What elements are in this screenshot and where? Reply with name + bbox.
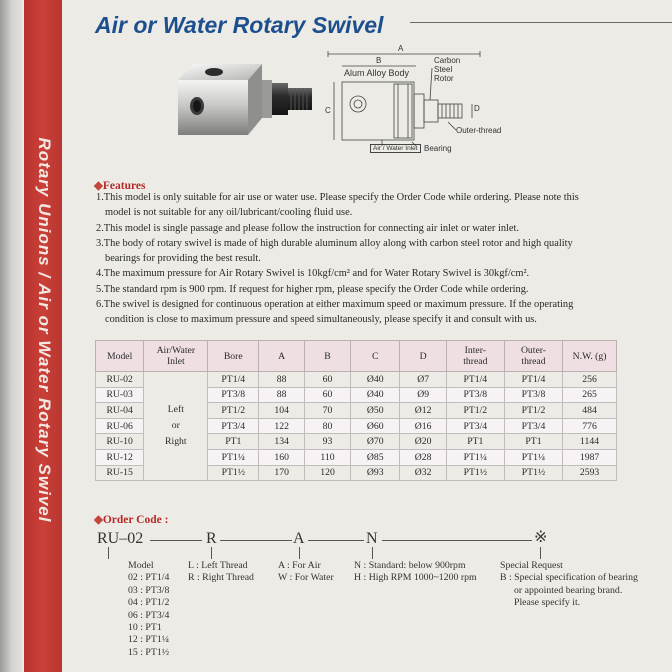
feature-item-continuation: model is not suitable for any oil/lubricant/cooling fluid use. — [105, 207, 353, 219]
column-header: C — [350, 341, 400, 372]
table-cell: PT3/4 — [504, 418, 562, 434]
table-cell: PT3/8 — [504, 387, 562, 403]
feature-item-continuation: bearings for providing the best result. — [105, 253, 261, 265]
table-cell: Ø40 — [350, 372, 400, 388]
inlet-value: Right — [165, 436, 187, 448]
table-cell: 160 — [259, 449, 305, 465]
table-cell: PT1 — [208, 434, 259, 450]
table-cell: RU-10 — [96, 434, 144, 450]
feature-item: 3.The body of rotary swivel is made of high durable aluminum alloy along with carbon steel rotor and high quality — [96, 237, 573, 249]
order-code-option: W : For Water — [278, 572, 334, 584]
dim-a-label: A — [398, 44, 404, 53]
order-code-medium-options — [278, 560, 334, 585]
diamond-bullet-icon: ◆ — [94, 180, 103, 192]
order-code-thread: R — [206, 530, 217, 547]
inlet-label: Air / Water Inlet — [370, 144, 421, 153]
order-code-tick — [372, 547, 373, 559]
feature-item: 4.The maximum pressure for Air Rotary Swivel is 10kgf/cm² and for Water Rotary Swivel is 30kgf/cm². — [96, 268, 530, 280]
table-cell: PT1 — [446, 434, 504, 450]
table-cell: PT1/4 — [504, 372, 562, 388]
table-cell: PT1/2 — [446, 403, 504, 419]
order-code-option: B : Special specification of bearing — [500, 572, 638, 584]
order-code-tick — [540, 547, 541, 559]
spine-label-text: Rotary Unions / Air or Water Rotary Swivel — [35, 137, 54, 523]
table-cell: 70 — [305, 403, 351, 419]
table-cell: PT3/8 — [208, 387, 259, 403]
order-code-option: 06 : PT3/4 — [128, 609, 170, 621]
order-code-tick — [299, 547, 300, 559]
column-header: Bore — [208, 341, 259, 372]
order-code-special-options — [500, 560, 638, 610]
body-label: Alum Alloy Body — [344, 68, 410, 78]
order-code-model: RU–02 — [97, 530, 144, 547]
diamond-bullet-icon: ◆ — [94, 514, 103, 526]
order-code-connector — [220, 540, 292, 541]
table-cell: 134 — [259, 434, 305, 450]
table-cell: PT1¼ — [504, 449, 562, 465]
order-code-option: 04 : PT1/2 — [128, 597, 170, 609]
order-code-option: 02 : PT1/4 — [128, 572, 170, 584]
table-cell: Ø12 — [400, 403, 446, 419]
table-cell: Ø32 — [400, 465, 446, 481]
order-code-option: 10 : PT1 — [128, 622, 162, 634]
title-divider — [410, 22, 672, 23]
table-cell: RU-06 — [96, 418, 144, 434]
order-code-heading: ◆Order Code : — [94, 514, 169, 526]
table-cell: RU-02 — [96, 372, 144, 388]
feature-item: 6.The swivel is designed for continuous operation at either maximum speed or maximum pressure. If the operating — [96, 299, 574, 311]
inlet-value: Left — [167, 404, 184, 416]
table-cell: 80 — [305, 418, 351, 434]
dim-b-label: B — [376, 56, 382, 65]
table-cell: 93 — [305, 434, 351, 450]
table-cell: 2593 — [563, 465, 617, 481]
table-cell: 1987 — [563, 449, 617, 465]
table-cell: 122 — [259, 418, 305, 434]
order-code-option: H : High RPM 1000~1200 rpm — [354, 572, 477, 584]
column-header: Outer-thread — [504, 341, 562, 372]
spec-table — [95, 340, 617, 481]
table-cell: PT1½ — [446, 465, 504, 481]
table-row — [96, 372, 617, 388]
table-cell: PT1/4 — [208, 372, 259, 388]
table-cell: PT3/4 — [446, 418, 504, 434]
order-code-option: R : Right Thread — [188, 572, 254, 584]
order-code-option: or appointed bearing brand. — [514, 584, 623, 596]
table-cell: Ø40 — [350, 387, 400, 403]
spec-table-body — [96, 372, 617, 481]
order-code-option: Special Request — [500, 560, 563, 571]
table-cell: PT3/8 — [446, 387, 504, 403]
table-cell: 265 — [563, 387, 617, 403]
table-cell: 120 — [305, 465, 351, 481]
order-code-connector — [308, 540, 364, 541]
table-cell: RU-12 — [96, 449, 144, 465]
page-title: Air or Water Rotary Swivel — [95, 12, 384, 38]
features-heading: ◆Features — [94, 180, 146, 192]
table-cell: 88 — [259, 372, 305, 388]
table-cell: Ø28 — [400, 449, 446, 465]
drawing-lines — [322, 44, 502, 156]
product-photo — [170, 58, 320, 143]
column-header: A — [259, 341, 305, 372]
order-code-tick — [211, 547, 212, 559]
table-cell: PT3/4 — [208, 418, 259, 434]
table-cell: RU-15 — [96, 465, 144, 481]
table-cell: 110 — [305, 449, 351, 465]
table-cell: 60 — [305, 387, 351, 403]
order-code-option: L : Left Thread — [188, 560, 248, 571]
feature-item: 5.The standard rpm is 900 rpm. If request for higher rpm, please specify the Order Code while ordering. — [96, 283, 529, 295]
order-code-option: 12 : PT1¼ — [128, 634, 170, 646]
dim-c-label: C — [325, 106, 331, 115]
order-code-option: 03 : PT3/8 — [128, 584, 170, 596]
table-cell: Ø50 — [350, 403, 400, 419]
column-header: Air/Water Inlet — [144, 341, 208, 372]
table-cell: PT1 — [504, 434, 562, 450]
outer-thread-label: Outer-thread — [456, 126, 502, 135]
feature-item-continuation: condition is close to maximum pressure and speed simultaneously, please specify it and consult with us. — [105, 314, 537, 326]
table-cell: PT1½ — [208, 465, 259, 481]
table-cell: 170 — [259, 465, 305, 481]
column-header: D — [400, 341, 446, 372]
dim-d-label: D — [474, 104, 480, 113]
table-cell: 88 — [259, 387, 305, 403]
order-code-option: N : Standard: below 900rpm — [354, 560, 466, 571]
order-code-option: Model — [128, 560, 154, 571]
order-code-tick — [108, 547, 109, 559]
order-code-special: ※ — [534, 529, 548, 546]
table-cell: Ø16 — [400, 418, 446, 434]
inlet-cell — [144, 372, 208, 481]
table-cell: 256 — [563, 372, 617, 388]
rotor-label: Carbon Steel Rotor — [434, 56, 461, 83]
order-code-option: A : For Air — [278, 560, 321, 571]
table-cell: PT1/2 — [208, 403, 259, 419]
table-cell: PT1/4 — [446, 372, 504, 388]
order-code-option: 15 : PT1½ — [128, 646, 170, 658]
order-code-connector — [150, 540, 202, 541]
spec-table-header — [96, 341, 617, 372]
column-header: B — [305, 341, 351, 372]
table-cell: Ø9 — [400, 387, 446, 403]
page-gutter-shadow — [0, 0, 22, 672]
features-list — [96, 190, 616, 328]
feature-item: 2.This model is single passage and please follow the instruction for connecting air inlet or water inlet. — [96, 222, 520, 234]
table-cell: RU-04 — [96, 403, 144, 419]
table-cell: Ø7 — [400, 372, 446, 388]
column-header: N.W. (g) — [563, 341, 617, 372]
table-cell: Ø85 — [350, 449, 400, 465]
table-cell: Ø20 — [400, 434, 446, 450]
table-cell: PT1¼ — [208, 449, 259, 465]
table-cell: 1144 — [563, 434, 617, 450]
table-cell: PT1¼ — [446, 449, 504, 465]
order-code-thread-options — [188, 560, 254, 585]
technical-drawing — [322, 44, 502, 156]
table-cell: RU-03 — [96, 387, 144, 403]
order-code-medium: A — [293, 530, 305, 547]
column-header: Inter-thread — [446, 341, 504, 372]
column-header: Model — [96, 341, 144, 372]
table-cell: 60 — [305, 372, 351, 388]
order-code-speed: N — [366, 530, 378, 547]
order-code-option: Please specify it. — [514, 597, 581, 609]
table-cell: 776 — [563, 418, 617, 434]
table-cell: Ø70 — [350, 434, 400, 450]
order-code-model-options — [128, 560, 169, 659]
bearing-label: Bearing — [424, 144, 452, 153]
feature-item: 1.This model is only suitable for air use or water use. Please specify the Order Code while ordering. Please note this — [96, 192, 579, 203]
order-code-connector — [382, 540, 532, 541]
table-cell: PT1½ — [504, 465, 562, 481]
table-cell: 484 — [563, 403, 617, 419]
table-cell: 104 — [259, 403, 305, 419]
table-cell: PT1/2 — [504, 403, 562, 419]
inlet-value: or — [171, 420, 180, 432]
table-cell: Ø93 — [350, 465, 400, 481]
table-cell: Ø60 — [350, 418, 400, 434]
order-code-speed-options — [354, 560, 477, 585]
